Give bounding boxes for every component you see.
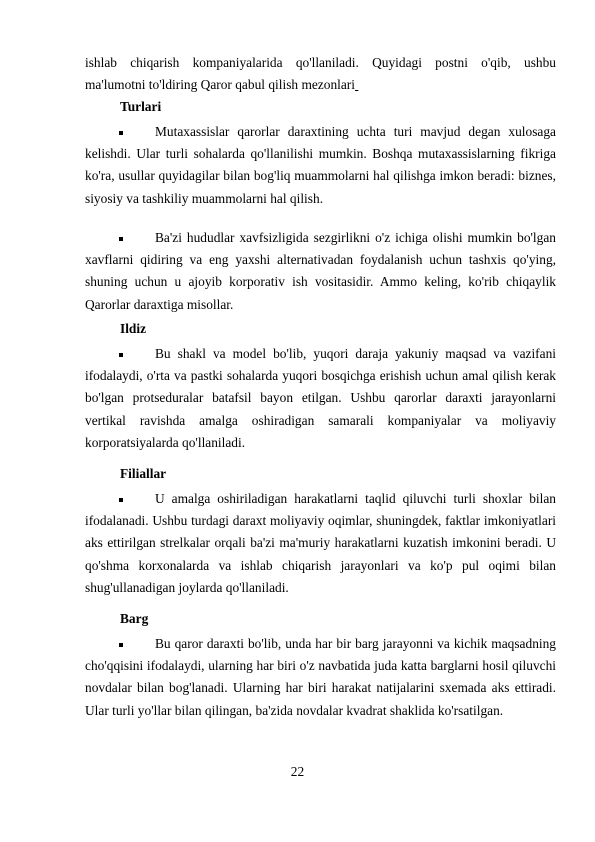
bullet-icon [119,353,123,357]
heading-filiallar: Filiallar [120,466,167,481]
list-item [85,488,556,599]
bullet-icon [119,131,123,135]
bullet-icon [119,498,123,502]
bullet-icon [119,643,123,647]
bullet-text: Bu shakl va model bo'lib, yuqori daraja yakuniy maqsad va vazifani ifodalaydi, o'rta va pastki sohalarda yuqori bosqichga erishish uchun amal qilish kerak bo'lgan protseduralar batafsil bayon etilgan. Ushbu qarorlar daraxti jarayonlarni vertikal ravishda amalga oshiradigan samarali kompaniyalar va moliyaviy korporatsiyalarda qo'llaniladi. [85,346,556,450]
page-number: 22 [290,764,305,779]
bullet-icon [119,237,123,241]
heading-ildiz: Ildiz [120,321,147,336]
list-item [85,227,556,316]
list-item [85,121,556,210]
heading-turlari: Turlari [120,99,162,114]
list-item [85,343,556,454]
list-item [85,633,556,722]
bullet-text: U amalga oshiriladigan harakatlarni taqlid qiluvchi turli shoxlar bilan ifodalanadi. Ushbu turdagi daraxt moliyaviy oqimlar, shuningdek, faktlar imkoniyatlari aks ettirilgan strelkalar orqali ba'zi ma'muriy harakatlarni kuzatish imkonini beradi. U qo'shma korxonalarda va ishlab chiqarish jarayonlari va ko'p pul oqimi bilan shug'ullanadigan joylarda qo'llaniladi. [85,491,556,595]
underlined-space [355,77,358,92]
intro-line-2: ma'lumotni to'ldiring Qaror qabul qilish mezonlari [85,77,355,93]
bullet-text: Ba'zi hududlar xavfsizligida sezgirlikni o'z ichiga olishi mumkin bo'lgan xavflarni qidiring va eng yaxshi alternativadan foydalanish uchun tashxis qo'ying, shuning uchun u ajoyib korporativ ish vositasidir. Ammo keling, ko'rib chiqaylik Qarorlar daraxtiga misollar. [85,230,556,312]
intro-paragraph [85,52,556,96]
intro-line-1: ishlab chiqarish kompaniyalarida qo'llaniladi. Quyidagi postni o'qib, ushbu [85,55,556,70]
bullet-text: Mutaxassislar qarorlar daraxtining uchta turi mavjud degan xulosaga kelishdi. Ular turli sohalarda qo'llanilishi mumkin. Boshqa mutaxassislarning fikriga ko'ra, usullar quyidagilar bilan bog'liq muammolarni hal qilishga imkon beradi: biznes, siyosiy va tashkiliy muammolarni hal qilish. [85,124,556,206]
bullet-text: Bu qaror daraxti bo'lib, unda har bir barg jarayonni va kichik maqsadning cho'qqisini ifodalaydi, ularning har biri o'z navbatida juda katta barglarni hosil qiluvchi novdalar bilan bog'lanadi. Ularning har biri harakat natijalarini sxemada aks ettiradi. Ular turli yo'llar bilan qilingan, ba'zida novdalar kvadrat shaklida ko'rsatilgan. [85,636,556,718]
heading-barg: Barg [120,611,149,626]
